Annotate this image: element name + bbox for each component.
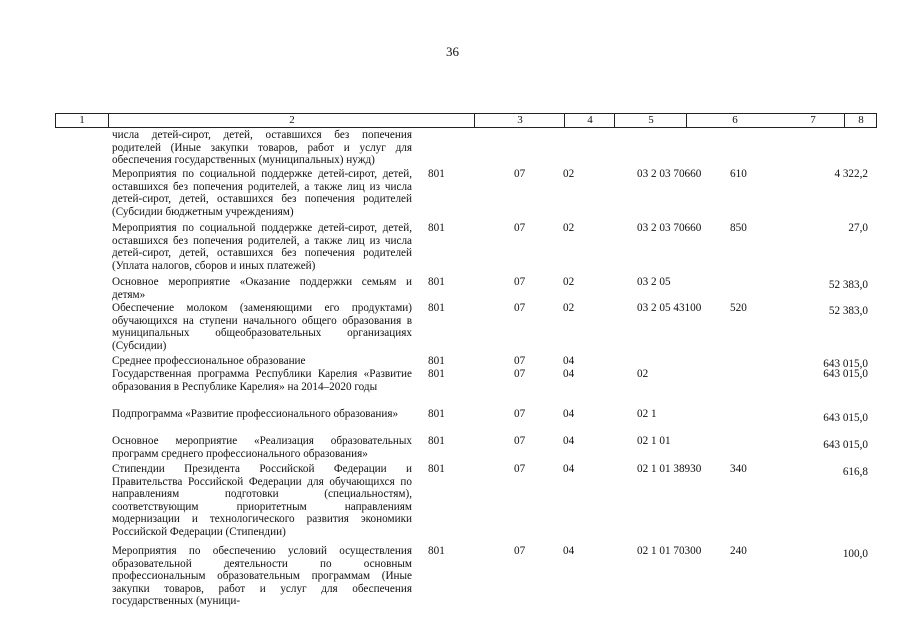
row-code-subsection: 02 [563,168,575,180]
row-amount: 4 322,2 [834,168,868,180]
row-description: Мероприятия по обеспечению условий осуществления образовательной деятельности по основным профессиональным образовательным программам (Иные закупки товаров, работ и услуг для обеспечения государственных (муници- [112,545,412,608]
header-col-7: 7 [810,114,816,126]
row-code-subsection: 04 [563,368,575,380]
row-code-ministry: 801 [428,302,445,314]
header-col-8: 8 [844,114,877,127]
row-code-target: 03 2 03 70660 [637,168,702,180]
row-code-expense-type: 340 [730,463,747,475]
header-col-4: 4 [564,114,615,127]
row-code-expense-type: 610 [730,168,747,180]
row-description: Основное мероприятие «Реализация образовательных программ среднего профессионального образования» [112,435,412,460]
header-col-1: 1 [79,114,85,126]
row-code-section: 07 [514,463,526,475]
row-description: Государственная программа Республики Карелия «Развитие образования в Республике Карелия» на 2014–2020 годы [112,368,412,393]
row-code-section: 07 [514,222,526,234]
row-code-expense-type: 850 [730,222,747,234]
row-code-section: 07 [514,368,526,380]
row-code-target: 02 [637,368,649,380]
table-header [55,113,877,128]
header-col-2: 2 [108,114,475,127]
row-code-section: 07 [514,435,526,447]
row-code-ministry: 801 [428,408,445,420]
row-code-ministry: 801 [428,355,445,367]
row-code-expense-type: 520 [730,302,747,314]
row-code-subsection: 04 [563,435,575,447]
row-description: Стипендии Президента Российской Федерации и Правительства Российской Федерации для обучающихся по направлениям подготовки (специальностям), соответствующим приоритетным направлениям модернизации и технологического развития экономики Российской Федерации (Стипендии) [112,463,412,538]
row-code-section: 07 [514,276,526,288]
row-code-ministry: 801 [428,168,445,180]
row-code-subsection: 02 [563,276,575,288]
row-amount: 616,8 [842,466,868,478]
row-code-target: 03 2 03 70660 [637,222,702,234]
row-code-ministry: 801 [428,435,445,447]
row-code-ministry: 801 [428,222,445,234]
row-amount: 52 383,0 [828,305,868,317]
row-description: Мероприятия по социальной поддержке детей-сирот, детей, оставшихся без попечения родителей, а также лиц из числа детей-сирот, детей, оставшихся без попечения родителей (Субсидии бюджетным учреждениям) [112,168,412,218]
row-amount: 27,0 [848,222,868,234]
row-description: Подпрограмма «Развитие профессионального образования» [112,408,399,420]
row-amount: 643 015,0 [823,368,868,380]
row-description: Мероприятия по социальной поддержке детей-сирот, детей, оставшихся без попечения родителей, а также лиц из числа детей-сирот, детей, оставшихся без попечения родителей (Уплата налогов, сборов и иных платежей) [112,222,412,272]
row-description: Обеспечение молоком (заменяющими его продуктами) обучающихся на ступени начального общего образования в муниципальных общеобразовательных организациях (Субсидии) [112,302,412,352]
row-code-ministry: 801 [428,545,445,557]
header-col-5: 5 [614,114,687,127]
row-code-subsection: 02 [563,222,575,234]
row-code-subsection: 04 [563,408,575,420]
row-code-target: 02 1 01 70300 [637,545,702,557]
row-code-subsection: 04 [563,355,575,367]
row-description: Среднее профессиональное образование [112,355,306,367]
row-code-target: 02 1 01 38930 [637,463,702,475]
row-code-section: 07 [514,302,526,314]
row-code-ministry: 801 [428,463,445,475]
row-code-expense-type: 240 [730,545,747,557]
row-code-target: 02 1 01 [637,435,671,447]
header-col-3: 3 [474,114,565,127]
row-code-section: 07 [514,408,526,420]
row-code-subsection: 04 [563,463,575,475]
row-code-section: 07 [514,545,526,557]
row-code-ministry: 801 [428,368,445,380]
row-code-subsection: 04 [563,545,575,557]
row-amount: 52 383,0 [828,279,868,291]
row-description: Основное мероприятие «Оказание поддержки семьям и детям» [112,276,412,301]
row-code-target: 03 2 05 [637,276,671,288]
row-code-section: 07 [514,168,526,180]
page-number: 36 [446,44,459,59]
row-amount: 100,0 [842,548,868,560]
row-amount: 643 015,0 [823,358,868,370]
row-code-target: 02 1 [637,408,657,420]
row-code-section: 07 [514,355,526,367]
row-code-ministry: 801 [428,276,445,288]
row-code-subsection: 02 [563,302,575,314]
row-description: числа детей-сирот, детей, оставшихся без попечения родителей (Иные закупки товаров, работ и услуг для обеспечения государственных (муниципальных) нужд) [112,129,412,167]
row-amount: 643 015,0 [823,439,868,451]
row-amount: 643 015,0 [823,412,868,424]
row-code-target: 03 2 05 43100 [637,302,702,314]
header-col-6: 6 [686,114,783,127]
